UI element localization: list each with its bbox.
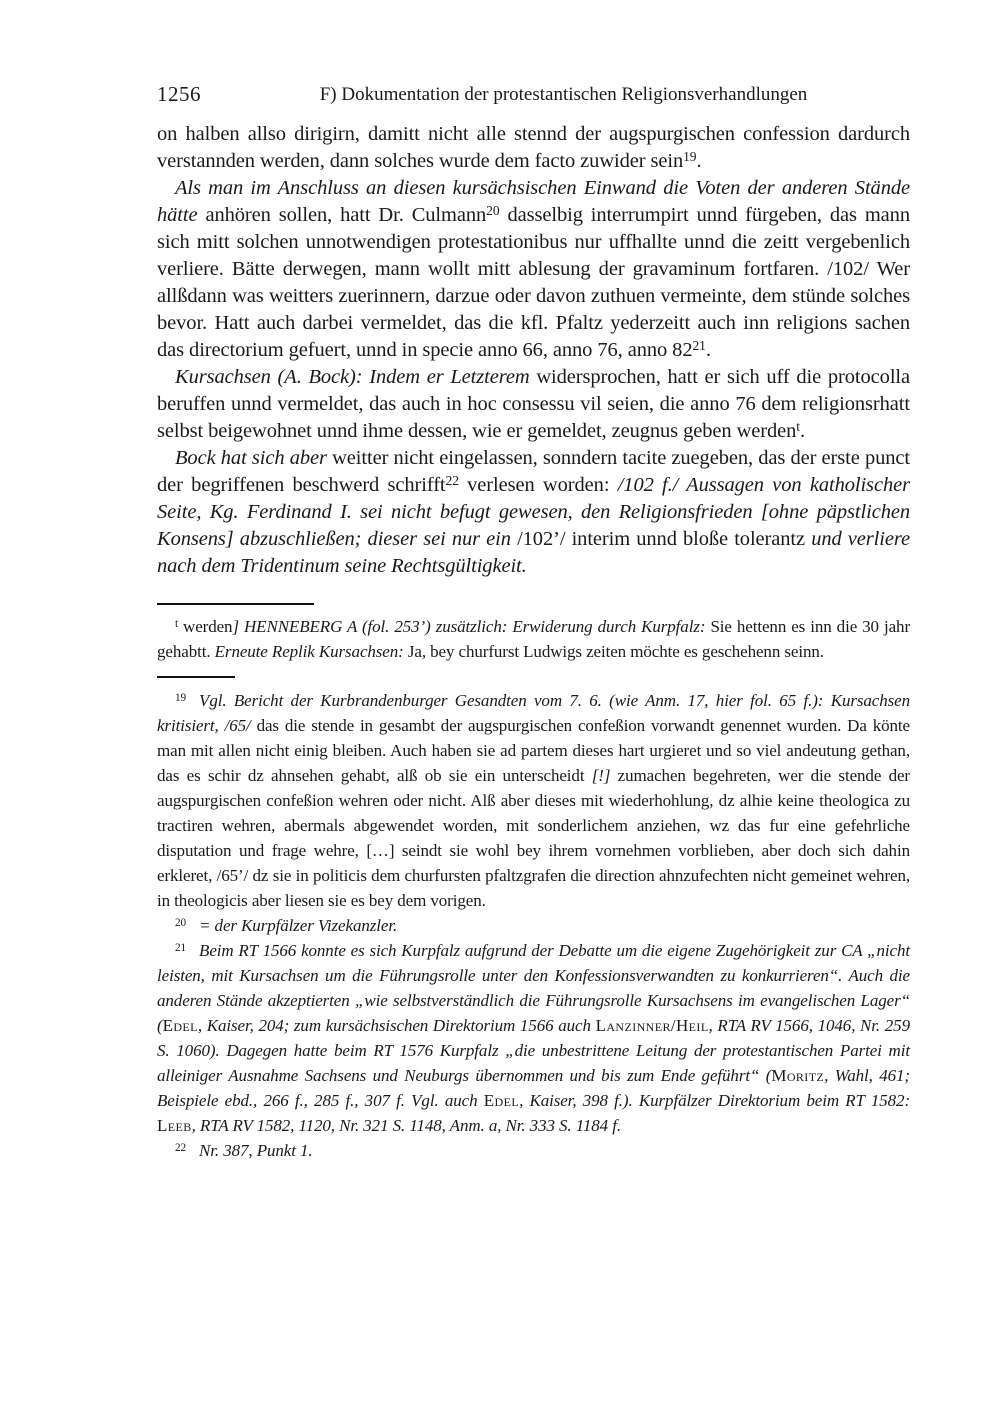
text-run: ] HENNEBERG A (fol. 253’) zusätzlich: Erwiderung durch Kurpfalz: bbox=[232, 617, 711, 636]
footnote-marker: 21 bbox=[692, 337, 706, 353]
text-run: widersprochen, hatt er sich uff die protocolla beruffen unnd vermeldet, das auch in hoc consessu vil seien, die anno 76 dem religionsrhatt selbst beigewohnet unnd ihme dessen, wie er gemeldet, zeugnus geben werden bbox=[157, 366, 911, 442]
text-run: Edel bbox=[483, 1091, 520, 1110]
footnote-19 bbox=[157, 688, 910, 913]
text-run: . bbox=[696, 150, 702, 172]
text-run: Sie hettenn es inn die 30 jahr gehabtt. bbox=[157, 617, 911, 661]
text-run: Leeb bbox=[157, 1116, 192, 1135]
footnote-20 bbox=[157, 913, 910, 938]
main-text-block bbox=[157, 121, 910, 580]
text-run: , Kaiser, 398 f.). Kurpfälzer Direktorium beim RT 1582: bbox=[519, 1091, 911, 1110]
text-run: Erneute Replik Kursachsen: bbox=[214, 642, 408, 661]
footnote-21 bbox=[157, 938, 910, 1138]
text-run: . bbox=[705, 339, 711, 361]
body-paragraph bbox=[157, 364, 910, 445]
footnote-marker: 22 bbox=[175, 1141, 187, 1154]
footnote-marker: t bbox=[796, 418, 800, 434]
footnote-marker: 22 bbox=[445, 472, 459, 488]
page-number: 1256 bbox=[157, 82, 201, 106]
text-run: Als man im Anschluss an diesen kursächsischen Einwand die Voten der anderen Stände hätte bbox=[157, 177, 910, 226]
text-run: Moritz bbox=[771, 1066, 825, 1085]
footnote-marker: t bbox=[175, 617, 179, 630]
text-run: Bock hat sich aber bbox=[175, 447, 327, 469]
text-run: anhören sollen, hatt Dr. Culmann bbox=[197, 204, 487, 226]
footnote-marker: 20 bbox=[486, 202, 500, 218]
text-run: das die stende in gesambt der augspurgischen confeßion vorwandt genennet wurden. Da könte man mit allen nicht einig bleiben. Auch haben sie ad partem dieses hart urgieret und so viel andeutung gethan, das es schir dz ahnsehen gehabt, alß ob sie ein unterscheidt bbox=[157, 716, 910, 785]
text-run: zumachen begehreten, wer die stende der augspurgischen confeßion wehren oder nicht. Alß aber dieses mit wiederhohlung, dz alhie keine theologica zu tractiren wehren, abermals abgewendet worden, mit sonderlichem anziehen, wz das fur eine gefehrliche disputation und frage wehre, […] seindt sie wohl bey ihrem vornehmen vorblieben, aber doch sich dahin erkleret, /65’/ dz sie in politicis dem churfursten pfaltzgrafen die direction ahnzufechten nicht gemeinet wehren, in theologicis aber liesen sie es bey dem vorigen. bbox=[157, 766, 910, 910]
footnote-marker: 19 bbox=[175, 691, 187, 704]
text-run: Ja, bey churfurst Ludwigs zeiten möchte es geschehenn seinn. bbox=[407, 642, 824, 661]
critical-apparatus bbox=[157, 603, 910, 664]
footnote-22 bbox=[157, 1138, 910, 1163]
footnote-separator-rule bbox=[157, 676, 235, 678]
text-run: , Kaiser, 204; zum kursächsischen Direktorium 1566 auch bbox=[197, 1016, 596, 1035]
text-run: Nr. 387, Punkt 1. bbox=[199, 1141, 313, 1160]
apparatus-note-t bbox=[157, 614, 910, 664]
text-run: , RTA RV 1566, 1046, Nr. 259 S. 1060). Dagegen hatte beim RT 1576 Kurpfalz „die unbestrittene Leitung der protestantischen Partei mit alleiniger Ausnahme Sachsens und Neuburgs übernommen und bis zum Ende geführt“ ( bbox=[157, 1016, 910, 1085]
text-run: Kursachsen (A. Bock): Indem er Letzterem bbox=[175, 366, 530, 388]
text-run: Lanzinner/Heil bbox=[595, 1016, 709, 1035]
footnote-marker: 21 bbox=[175, 941, 187, 954]
text-run: /102 f./ Aussagen von katholischer Seite, Kg. Ferdinand I. sei nicht befugt gewesen, den Religionsfrieden [ohne päpstlichen Konsens] abzuschließen; dieser sei nur ein bbox=[157, 474, 910, 550]
footnote-marker: 20 bbox=[175, 916, 187, 929]
text-run: , RTA RV 1582, 1120, Nr. 321 S. 1148, Anm. a, Nr. 333 S. 1184 f. bbox=[191, 1116, 621, 1135]
footnote-marker: 19 bbox=[683, 148, 697, 164]
text-run: und verliere nach dem Tridentinum seine Rechtsgültigkeit. bbox=[157, 528, 910, 577]
text-run: weitter nicht eingelassen, sonndern tacite zuegeben, das der erste punct der begriffenen beschwerd schrifft bbox=[157, 447, 910, 496]
text-run: . bbox=[799, 420, 805, 442]
page-header bbox=[157, 82, 910, 108]
text-run: , Wahl, 461; Beispiele ebd., 266 f., 285 f., 307 f. Vgl. auch bbox=[157, 1066, 910, 1110]
text-run: /102’/ interim unnd bloße tolerantz bbox=[517, 528, 812, 550]
text-run: Edel bbox=[162, 1016, 198, 1035]
text-run: dasselbig interrumpirt unnd fürgeben, das mann sich mitt solchen unnotwendigen protestationibus nur uffhallte unnd die zeitt vergebenlich verliere. Bätte derwegen, mann wollt mitt ablesung der gravaminum fortfaren. /102/ Wer allßdann was weitters zuerinnern, darzue oder davon zuthuen vermeinte, dem stünde solches bevor. Hatt auch darbei vermeldet, das die kfl. Pfaltz yederzeitt auch inn religions sachen das directorium gefuert, unnd in specie anno 66, anno 76, anno 82 bbox=[157, 204, 910, 361]
text-run: [!] bbox=[591, 766, 611, 785]
text-run: = der Kurpfälzer Vizekanzler. bbox=[199, 916, 398, 935]
body-paragraph bbox=[157, 121, 910, 175]
footnotes-block bbox=[157, 676, 910, 1163]
text-run: on halben allso dirigirn, damitt nicht alle stennd der augspurgischen confession dardurch verstannden werden, dann solches wurde dem facto zuwider sein bbox=[157, 123, 910, 172]
text-run: verlesen worden: bbox=[458, 474, 618, 496]
text-run: Vgl. Bericht der Kurbrandenburger Gesandten vom 7. 6. (wie Anm. 17, hier fol. 65 f.): Kursachsen kritisiert, /65/ bbox=[157, 691, 910, 735]
apparatus-separator-rule bbox=[157, 603, 314, 605]
text-run: werden bbox=[183, 617, 233, 636]
body-paragraph bbox=[157, 175, 910, 364]
running-head: F) Dokumentation der protestantischen Religionsverhandlungen bbox=[319, 84, 808, 105]
text-run: Beim RT 1566 konnte es sich Kurpfalz aufgrund der Debatte um die eigene Zugehörigkeit zur CA „nicht leisten, mit Kursachsen um die Führungsrolle unter den Konfessionsverwandten zu konkurrieren“. Auch die anderen Stände akzeptierten „wie selbstverständlich die Führungsrolle Kursachsens im evangelischen Lager“ ( bbox=[157, 941, 910, 1035]
body-paragraph bbox=[157, 445, 910, 580]
